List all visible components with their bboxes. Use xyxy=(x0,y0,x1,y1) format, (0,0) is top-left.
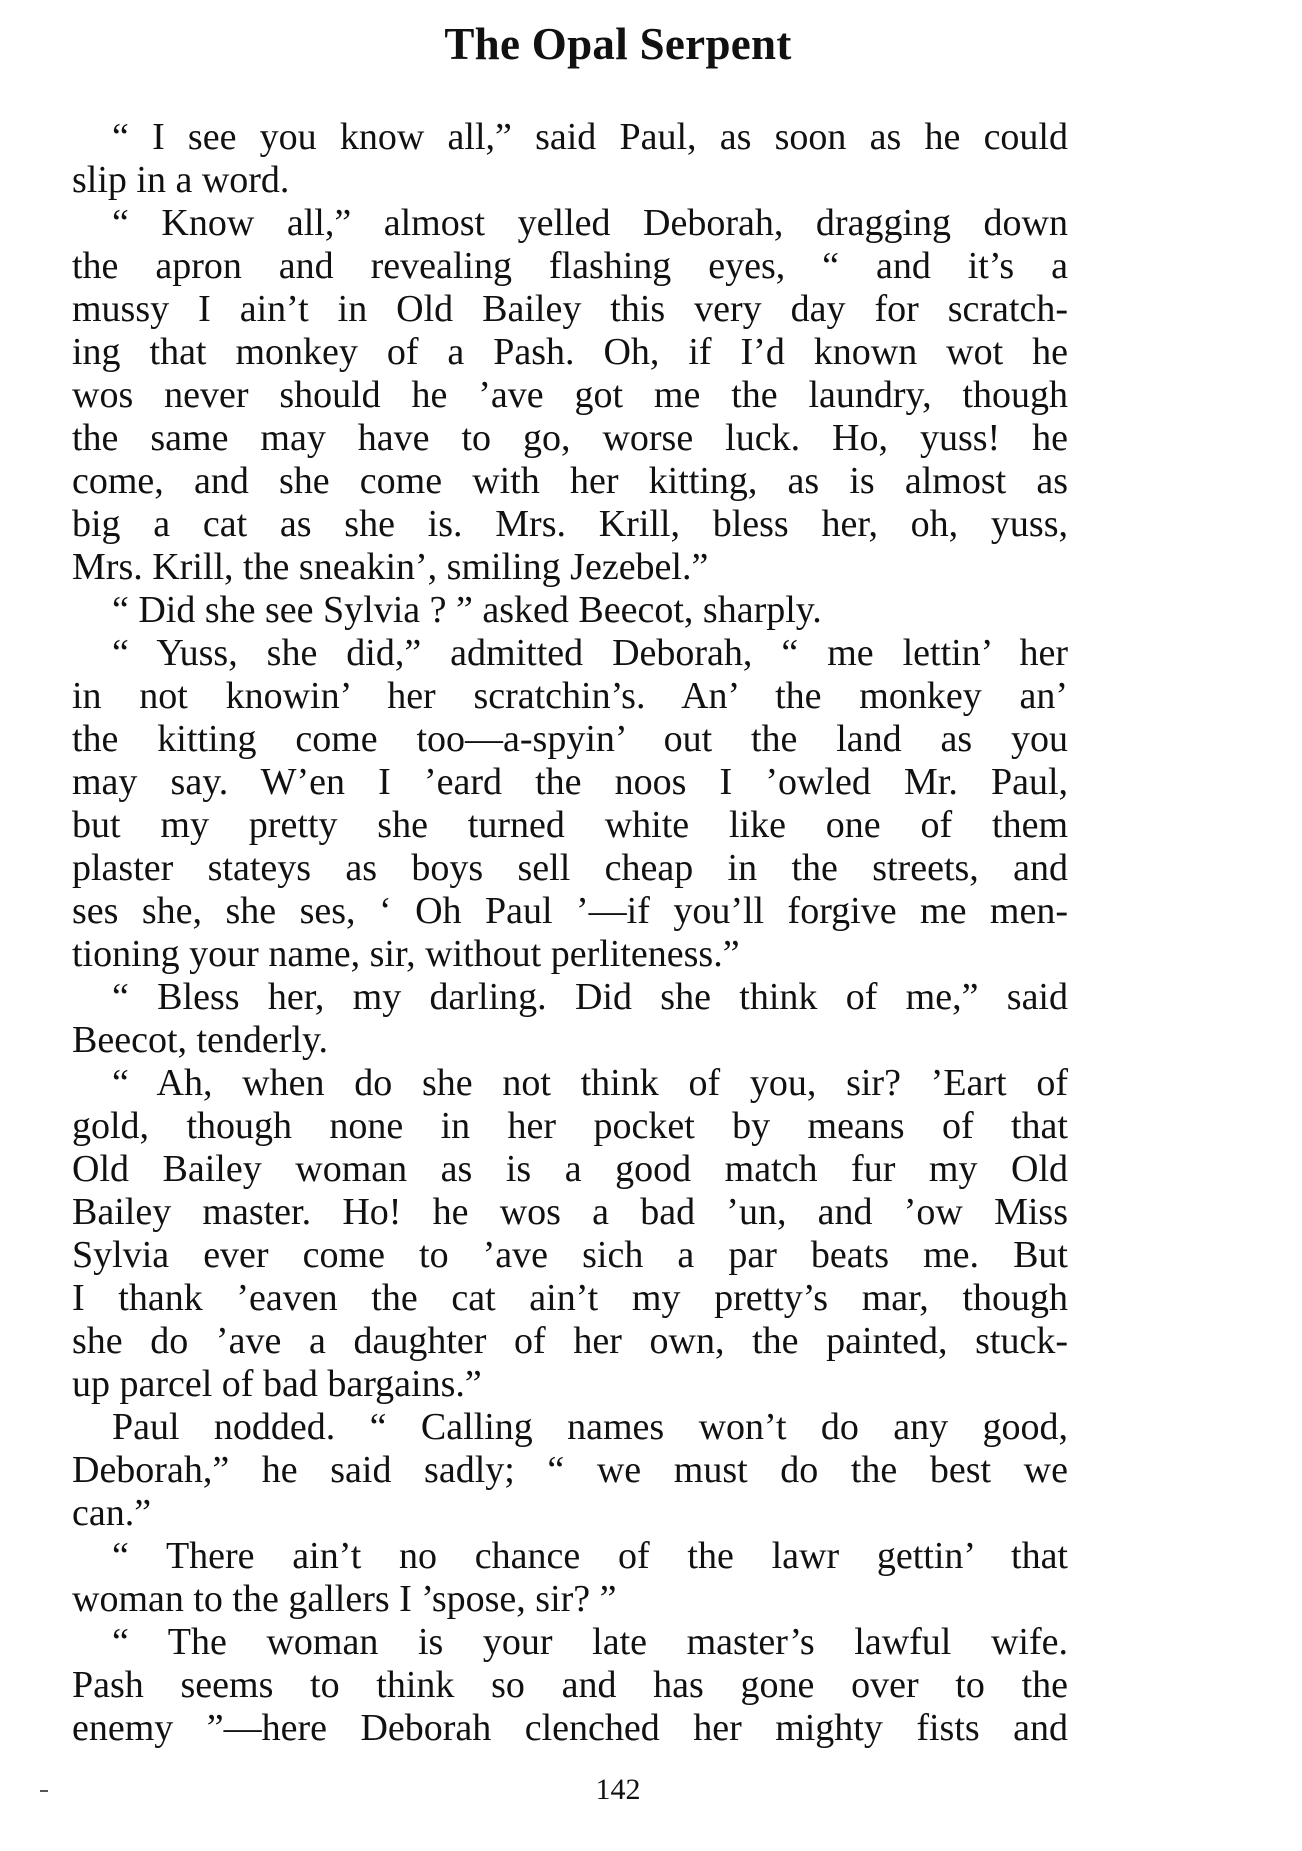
text-line: Deborah,” he said sadly; “ we must do the best we xyxy=(72,1449,1068,1491)
text-line: wos never should he ’ave got me the laundry, though xyxy=(72,374,1068,416)
text-line: ses she, she ses, ‘ Oh Paul ’—if you’ll forgive me men- xyxy=(72,890,1068,932)
text-line: “ Ah, when do she not think of you, sir? ’Eart of xyxy=(112,1062,1068,1104)
text-line: mussy I ain’t in Old Bailey this very day for scratch- xyxy=(72,288,1068,330)
text-line: plaster stateys as boys sell cheap in the streets, and xyxy=(72,847,1068,889)
text-line: Paul nodded. “ Calling names won’t do any good, xyxy=(112,1406,1068,1448)
text-line: can.” xyxy=(72,1492,152,1534)
text-line: woman to the gallers I ’spose, sir? ” xyxy=(72,1578,617,1620)
text-line: Old Bailey woman as is a good match fur my Old xyxy=(72,1148,1068,1190)
text-line: big a cat as she is. Mrs. Krill, bless her, oh, yuss, xyxy=(72,503,1068,545)
text-line: in not knowin’ her scratchin’s. An’ the monkey an’ xyxy=(72,675,1068,717)
text-line: I thank ’eaven the cat ain’t my pretty’s mar, though xyxy=(72,1277,1068,1319)
text-line: Beecot, tenderly. xyxy=(72,1019,329,1061)
running-head-title: The Opal Serpent xyxy=(444,19,792,69)
text-line: slip in a word. xyxy=(72,159,290,201)
text-line: Pash seems to think so and has gone over to the xyxy=(72,1664,1068,1706)
text-line: “ There ain’t no chance of the lawr gettin’ that xyxy=(112,1535,1068,1577)
text-line: “ Yuss, she did,” admitted Deborah, “ me lettin’ her xyxy=(112,632,1068,674)
text-line: Mrs. Krill, the sneakin’, smiling Jezebel.” xyxy=(72,546,709,588)
text-line: but my pretty she turned white like one of them xyxy=(72,804,1068,846)
text-line: Bailey master. Ho! he wos a bad ’un, and ’ow Miss xyxy=(72,1191,1068,1233)
text-line: gold, though none in her pocket by means of that xyxy=(72,1105,1068,1147)
body-text xyxy=(72,116,1068,1750)
text-line: the kitting come too—a-spyin’ out the land as you xyxy=(72,718,1068,760)
text-line: “ The woman is your late master’s lawful wife. xyxy=(112,1621,1068,1663)
text-line: the same may have to go, worse luck. Ho, yuss! he xyxy=(72,417,1068,459)
text-line: come, and she come with her kitting, as is almost as xyxy=(72,460,1068,502)
text-line: Sylvia ever come to ’ave sich a par beats me. But xyxy=(72,1234,1068,1276)
text-line: she do ’ave a daughter of her own, the painted, stuck- xyxy=(72,1320,1068,1362)
text-line: “ Did she see Sylvia ? ” asked Beecot, sharply. xyxy=(112,589,822,631)
text-line: enemy ”—here Deborah clenched her mighty fists and xyxy=(72,1707,1068,1749)
page-number: 142 xyxy=(595,1773,641,1806)
text-line: the apron and revealing flashing eyes, “ and it’s a xyxy=(72,245,1068,287)
text-line: may say. W’en I ’eard the noos I ’owled Mr. Paul, xyxy=(72,761,1068,803)
text-line: up parcel of bad bargains.” xyxy=(72,1363,482,1405)
text-line: ing that monkey of a Pash. Oh, if I’d known wot he xyxy=(72,331,1068,373)
print-speck xyxy=(40,1790,48,1792)
text-line: “ Bless her, my darling. Did she think of me,” said xyxy=(112,976,1068,1018)
text-line: “ I see you know all,” said Paul, as soon as he could xyxy=(112,116,1068,158)
text-line: tioning your name, sir, without perliteness.” xyxy=(72,933,740,975)
text-line: “ Know all,” almost yelled Deborah, dragging down xyxy=(112,202,1068,244)
